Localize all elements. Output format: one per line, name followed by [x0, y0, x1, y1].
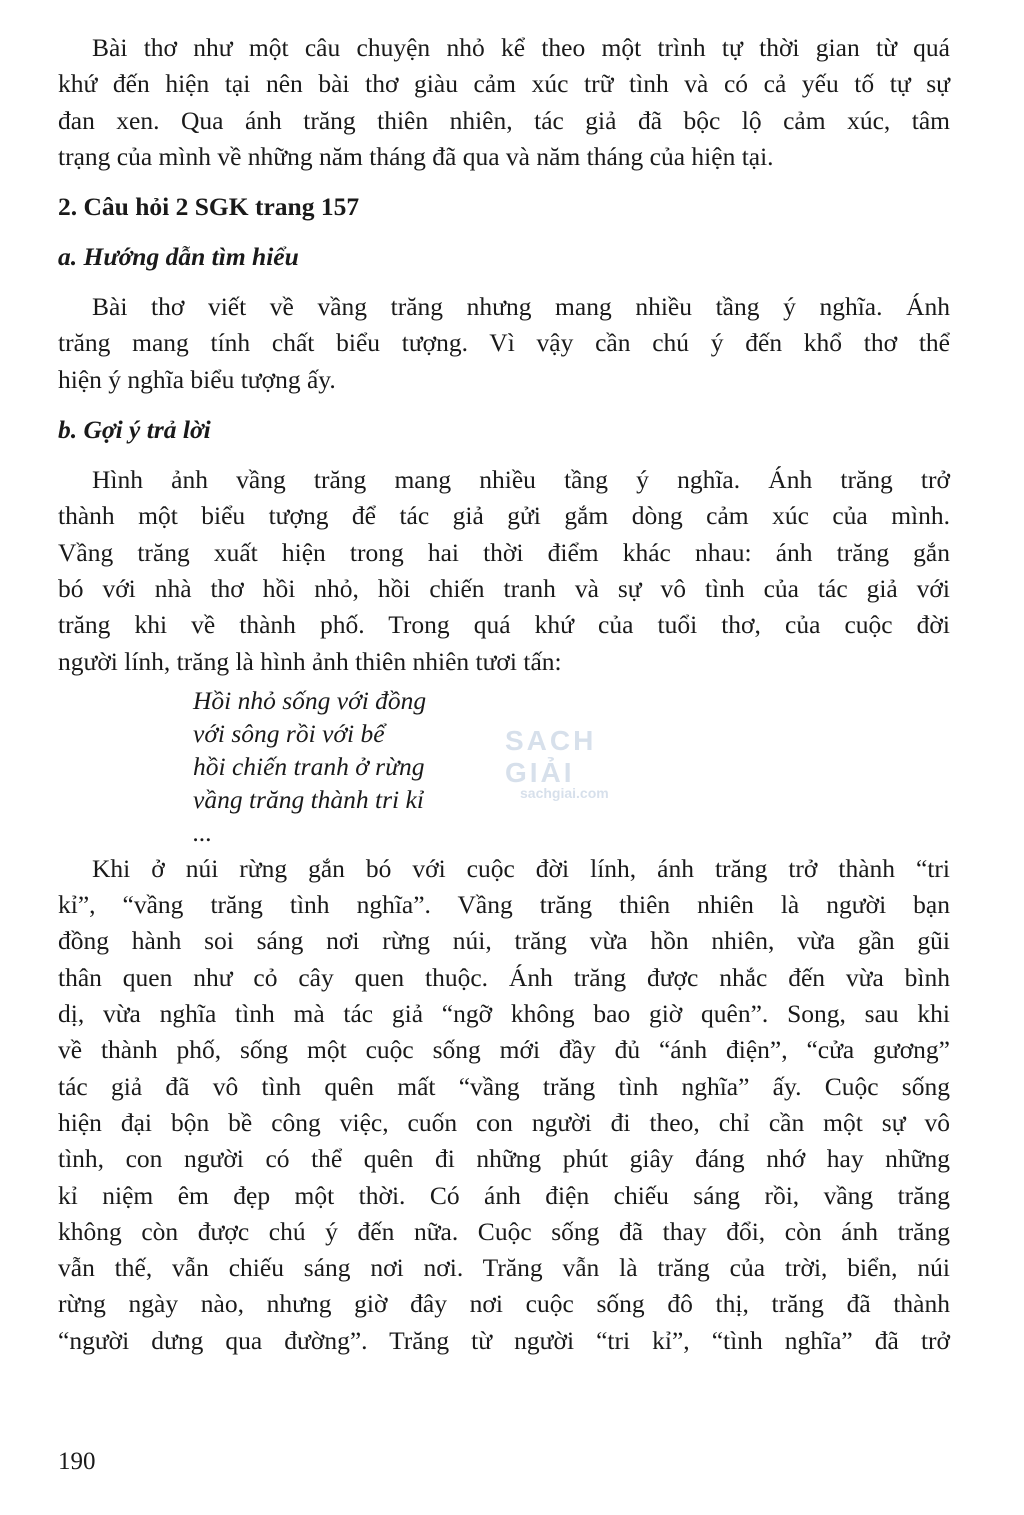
text-line: đan xen. Qua ánh trăng thiên nhiên, tác giả đã bộc lộ cảm xúc, tâm — [58, 105, 950, 135]
text-line: hiện ý nghĩa biểu tượng ấy. — [58, 364, 336, 394]
text-line: khứ đến hiện tại nên bài thơ giàu cảm xúc trữ tình và có cả yếu tố tự sự — [58, 69, 950, 99]
poem-line: vầng trăng thành tri kỉ — [193, 784, 424, 814]
text-line: thân quen như cỏ cây quen thuộc. Ánh trăng được nhắc đến vừa bình — [58, 962, 950, 992]
text-line: Khi ở núi rừng gắn bó với cuộc đời lính, ánh trăng trở thành “tri — [92, 853, 950, 883]
page-number: 190 — [58, 1448, 96, 1475]
text-line: về thành phố, sống một cuộc sống mới đầy đủ “ánh điện”, “cửa gương” — [58, 1035, 950, 1065]
poem-ellipsis: ... — [193, 817, 213, 847]
text-line: tác giả đã vô tình quên mất “vầng trăng tình nghĩa” ấy. Cuộc sống — [58, 1071, 950, 1101]
text-line: tình, con người có thể quên đi những phút giây đáng nhớ hay những — [58, 1144, 950, 1174]
poem-line: với sông rồi với bể — [193, 718, 385, 748]
text-line: trăng mang tính chất biểu tượng. Vì vậy cần chú ý đến khổ thơ thể — [58, 328, 950, 358]
poem-excerpt — [193, 684, 950, 849]
text-line: kỉ niệm êm đẹp một thời. Có ánh điện chiếu sáng rồi, vầng trăng — [58, 1180, 950, 1210]
paragraph-a — [58, 289, 950, 398]
text-line: trăng khi về thành phố. Trong quá khứ của tuổi thơ, của cuộc đời — [58, 610, 950, 640]
poem-line: Hồi nhỏ sống với đồng — [193, 685, 427, 715]
text-line: Hình ảnh vầng trăng mang nhiều tầng ý nghĩa. Ánh trăng trở — [92, 465, 950, 495]
watermark-brand: SACH GIẢI — [505, 725, 597, 788]
text-line: bó với nhà thơ hồi nhỏ, hồi chiến tranh và sự vô tình của tác giả với — [58, 573, 950, 603]
poem-line: hồi chiến tranh ở rừng — [193, 751, 425, 781]
text-line: đồng hành soi sáng nơi rừng núi, trăng vừa hồn nhiên, vừa gần gũi — [58, 926, 950, 956]
text-line: dị, vừa nghĩa tình mà tác giả “ngỡ không bao giờ quên”. Song, sau khi — [58, 999, 950, 1029]
text-line: Bài thơ như một câu chuyện nhỏ kể theo một trình tự thời gian từ quá — [92, 33, 950, 62]
text-line: vẫn thế, vẫn chiếu sáng nơi nơi. Trăng vẫn là trăng của trời, biển, núi — [58, 1253, 950, 1283]
watermark-url: sachgiai.com — [520, 785, 609, 801]
text-line: kỉ”, “vầng trăng tình nghĩa”. Vầng trăng thiên nhiên là người bạn — [58, 890, 950, 920]
paragraph-c — [58, 851, 950, 1359]
text-line: Bài thơ viết về vầng trăng nhưng mang nhiều tầng ý nghĩa. Ánh — [92, 292, 950, 322]
text-line: rừng ngày nào, nhưng giờ đây nơi cuộc sống đô thị, trăng đã thành — [58, 1289, 950, 1319]
text-line: không còn được chú ý đến nữa. Cuộc sống đã thay đổi, còn ánh trăng — [58, 1216, 950, 1246]
text-line: Vầng trăng xuất hiện trong hai thời điểm khác nhau: ánh trăng gắn — [58, 537, 950, 567]
text-line: người lính, trăng là hình ảnh thiên nhiên tươi tấn: — [58, 646, 562, 676]
section-heading: 2. Câu hỏi 2 SGK trang 157 — [58, 192, 360, 222]
subheading-a: a. Hướng dẫn tìm hiểu — [58, 242, 299, 272]
subheading-b: b. Gợi ý trả lời — [58, 415, 211, 445]
text-line: “người dưng qua đường”. Trăng từ người “tri kỉ”, “tình nghĩa” đã trở — [58, 1325, 950, 1355]
intro-paragraph — [58, 30, 950, 175]
paragraph-b — [58, 462, 950, 680]
text-line: thành một biểu tượng để tác giả gửi gắm dòng cảm xúc của mình. — [58, 501, 950, 531]
text-line: hiện đại bộn bề công việc, cuốn con người đi theo, chỉ cần một sự vô — [58, 1107, 950, 1137]
text-line: trạng của mình về những năm tháng đã qua và năm tháng của hiện tại. — [58, 141, 774, 171]
page-content — [58, 30, 950, 1359]
